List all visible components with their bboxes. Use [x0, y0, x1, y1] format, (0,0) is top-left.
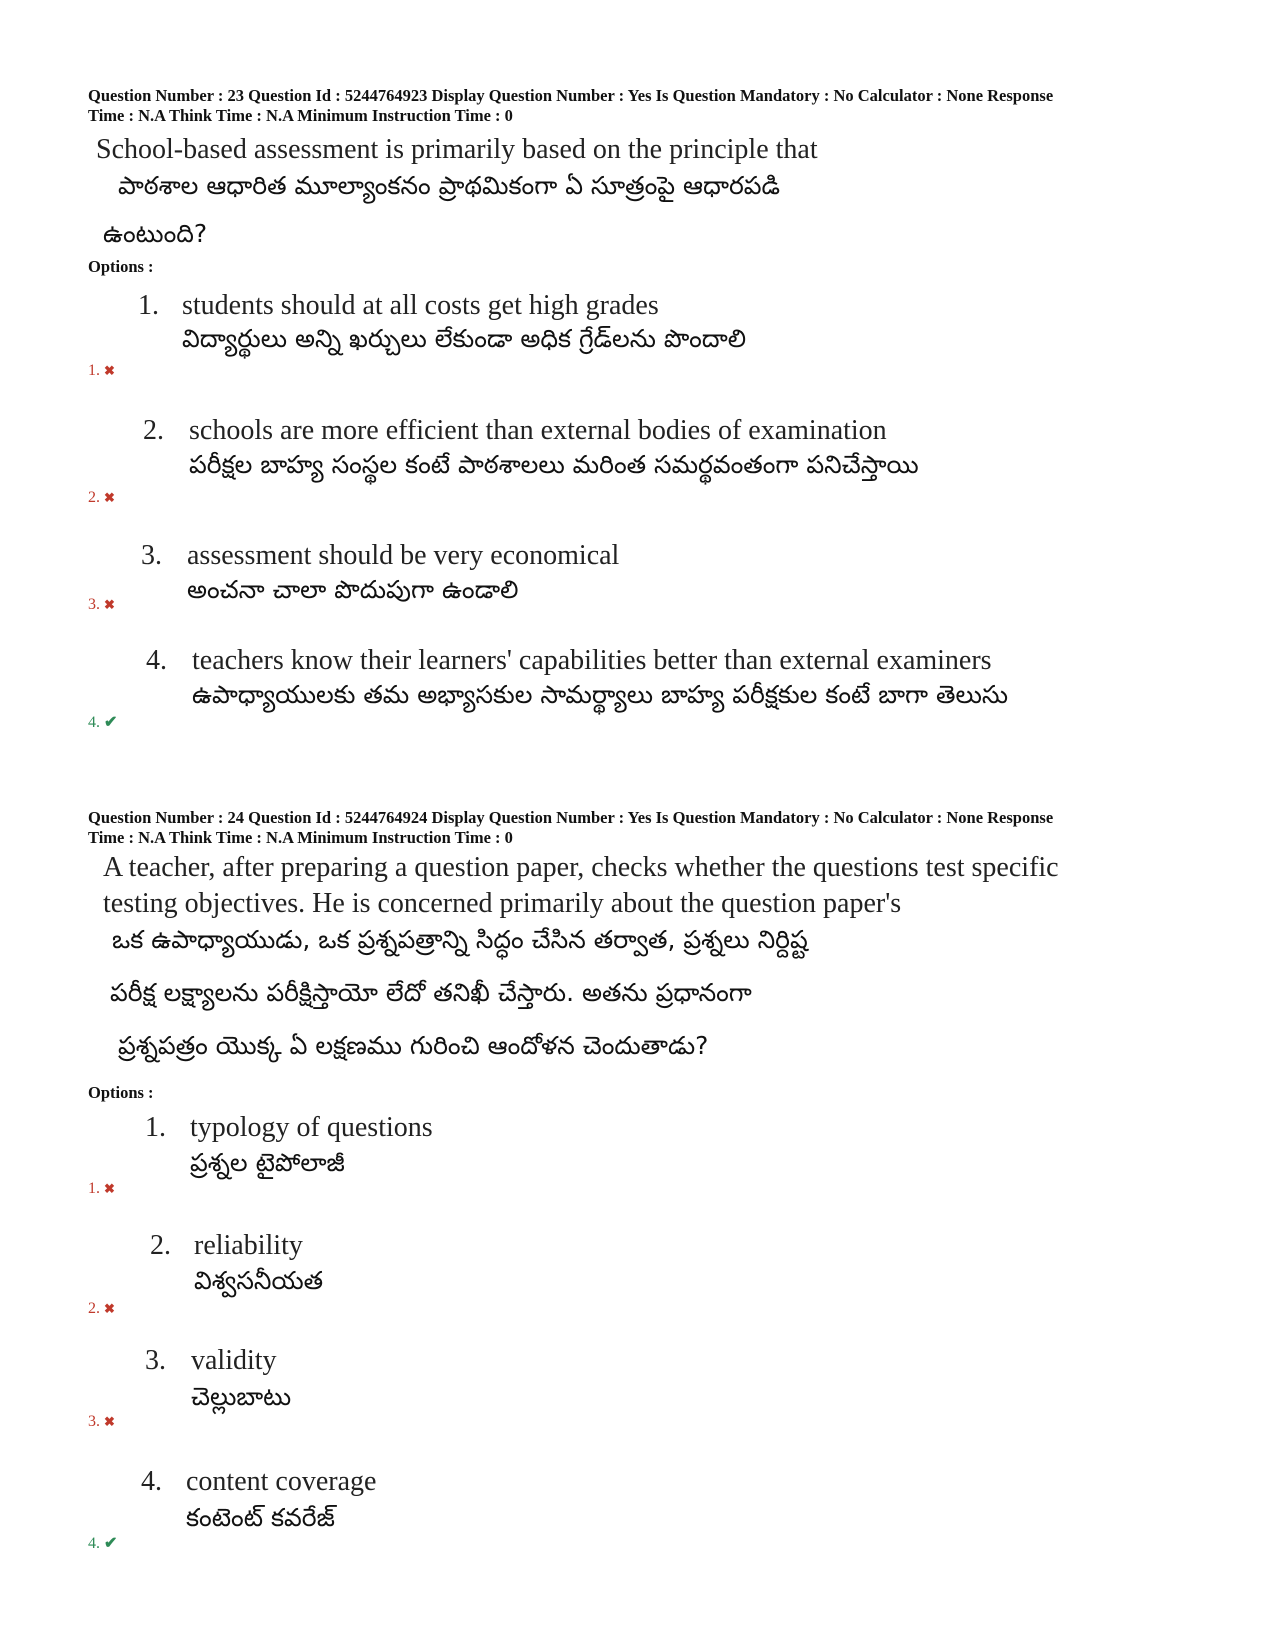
question-text: [96, 132, 818, 168]
question-text-en-line2: testing objectives. He is concerned primarily about the question paper's: [103, 888, 902, 919]
option-text-en: typology of questions: [190, 1112, 433, 1143]
option-number: 4.: [141, 1466, 162, 1497]
option-number: 3.: [141, 540, 162, 571]
options-label: Options :: [88, 1083, 154, 1102]
check-icon: ✔: [104, 1535, 118, 1552]
option-text-te: విద్యార్థులు అన్ని ఖర్చులు లేకుండా అధిక గ్రేడ్‌లను పొందాలి: [182, 324, 747, 353]
option-result-mark: 3. ✖: [88, 596, 115, 613]
option-text-te: ప్రశ్నల టైపోలాజీ: [190, 1148, 345, 1177]
cross-icon: ✖: [104, 1181, 115, 1196]
cross-icon: ✖: [104, 597, 115, 612]
option-number: 2.: [143, 415, 164, 446]
option-result-mark: 1. ✖: [88, 1180, 115, 1197]
question-text-te-line1: పాఠశాల ఆధారిత మూల్యాంకనం ప్రాథమికంగా ఏ సూత్రంపై ఆధారపడి: [118, 171, 781, 200]
option-number: 4.: [146, 645, 167, 676]
option-result-mark: 3. ✖: [88, 1413, 115, 1430]
option-text-en: students should at all costs get high grades: [182, 290, 659, 321]
options-label: Options :: [88, 257, 154, 276]
option-text-te: పరీక్షల బాహ్య సంస్థల కంటే పాఠశాలలు మరింత సమర్థవంతంగా పనిచేస్తాయి: [189, 450, 919, 479]
option-text-te: కంటెంట్ కవరేజ్: [186, 1503, 335, 1532]
question-text-en: School-based assessment is primarily based on the principle that: [96, 134, 818, 165]
option-text-te: అంచనా చాలా పొదుపుగా ఉండాలి: [187, 575, 519, 604]
option-text-en: validity: [191, 1345, 277, 1376]
question-meta: Question Number : 23 Question Id : 5244764923 Display Question Number : Yes Is Question Mandatory : No Calculator : None Response Time : N.A Think Time : N.A Minimum Instruction Time : 0: [88, 86, 1054, 125]
option-result-mark: 4. ✔: [88, 1535, 118, 1552]
option-number: 1.: [145, 1112, 166, 1143]
option-result-mark: 1. ✖: [88, 362, 115, 379]
question-text: [103, 850, 1059, 922]
option-text-te: విశ్వసనీయత: [194, 1266, 324, 1295]
option-result-mark: 2. ✖: [88, 489, 115, 506]
option-text-en: content coverage: [186, 1466, 377, 1497]
option-number: 1.: [138, 290, 159, 321]
option-number: 2.: [150, 1230, 171, 1261]
cross-icon: ✖: [104, 490, 115, 505]
option-text-te: ఉపాధ్యాయులకు తమ అభ్యాసకుల సామర్థ్యాలు బాహ్య పరీక్షకుల కంటే బాగా తెలుసు: [192, 680, 1009, 709]
question-text-en-line1: A teacher, after preparing a question paper, checks whether the questions test specific: [103, 852, 1059, 883]
cross-icon: ✖: [104, 363, 115, 378]
check-icon: ✔: [104, 714, 118, 731]
question-text-te-line2: పరీక్ష లక్ష్యాలను పరీక్షిస్తాయో లేదో తనిఖీ చేస్తారు. అతను ప్రధానంగా: [110, 978, 752, 1007]
cross-icon: ✖: [104, 1301, 115, 1316]
option-text-te: చెల్లుబాటు: [191, 1382, 292, 1411]
question-text-te-line3: ప్రశ్నపత్రం యొక్క ఏ లక్షణము గురించి ఆందోళన చెందుతాడు?: [118, 1031, 709, 1060]
option-text-en: schools are more efficient than external bodies of examination: [189, 415, 887, 446]
option-text-en: assessment should be very economical: [187, 540, 620, 571]
option-text-en: teachers know their learners' capabilities better than external examiners: [192, 645, 992, 676]
cross-icon: ✖: [104, 1414, 115, 1429]
option-number: 3.: [145, 1345, 166, 1376]
question-meta: Question Number : 24 Question Id : 5244764924 Display Question Number : Yes Is Question Mandatory : No Calculator : None Response Time : N.A Think Time : N.A Minimum Instruction Time : 0: [88, 808, 1054, 847]
option-result-mark: 4. ✔: [88, 714, 118, 731]
option-text-en: reliability: [194, 1230, 303, 1261]
question-text-te-line2: ఉంటుంది?: [103, 219, 208, 248]
question-text-te-line1: ఒక ఉపాధ్యాయుడు, ఒక ప్రశ్నపత్రాన్ని సిద్ధం చేసిన తర్వాత, ప్రశ్నలు నిర్దిష్ట: [112, 925, 808, 954]
option-result-mark: 2. ✖: [88, 1300, 115, 1317]
